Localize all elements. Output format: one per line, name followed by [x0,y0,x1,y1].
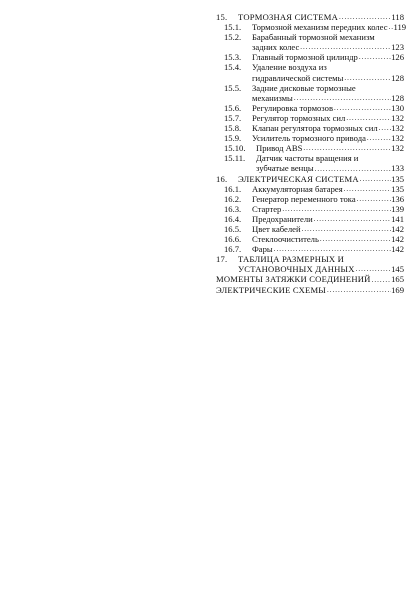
dot-leader [313,214,391,224]
toc-entry-label: механизмы [252,92,293,103]
toc-entry-title [224,234,319,244]
toc-entry-16-7[interactable] [212,244,404,254]
toc-entry-15-5[interactable] [212,83,404,103]
dot-leader [338,12,391,22]
toc-entry-label: Регулятор тормозных сил [252,112,346,123]
toc-entry-title [224,83,356,93]
toc-entry-line [212,73,404,83]
toc-entry-page: 139 [391,203,404,214]
toc-entry-16-4[interactable] [212,214,404,224]
toc-entry-title [224,163,314,173]
toc-entry-15-8[interactable] [212,123,404,133]
toc-entry-page: 142 [391,234,404,245]
dot-leader [366,133,391,143]
toc-entry-number: 15.1. [224,22,242,33]
toc-entry-number: 15. [216,12,228,22]
toc-entry-label: Тормозной механизм передних колес [252,22,388,33]
toc-entry-title [224,184,343,194]
dot-leader [345,113,391,123]
toc-entry-label: Аккумуляторная батарея [252,183,343,194]
toc-entry-page: 128 [391,92,404,103]
toc-entry-title [224,22,388,32]
toc-entry-page: 130 [391,102,404,113]
toc-entry-label: ТОРМОЗНАЯ СИСТЕМА [238,12,338,22]
toc-entry-15-2[interactable] [212,32,404,52]
toc-entry-number: 16.3. [224,203,242,214]
toc-entry-16-2[interactable] [212,194,404,204]
toc-entry-15-6[interactable] [212,103,404,113]
toc-entry-label: Задние дисковые тормозные [252,82,356,93]
toc-entry-16-6[interactable] [212,234,404,244]
dot-leader [359,174,391,184]
toc-entry-number: 16.6. [224,234,242,245]
toc-entry-label: Удаление воздуха из [252,62,327,73]
toc-entry-page: 135 [391,173,404,184]
toc-entry-page: 141 [391,213,404,224]
dot-leader [273,244,391,254]
toc-entry-title [216,254,344,264]
table-of-contents [212,12,407,295]
toc-entry-title [224,214,313,224]
toc-entry-label: Главный тормозной цилиндр [252,52,358,63]
dot-leader [302,143,391,153]
toc-entry-page: 132 [391,133,404,144]
toc-entry-title [224,113,345,123]
toc-entry-label: Генератор переменного тока [252,193,356,204]
toc-entry-label: МОМЕНТЫ ЗАТЯЖКИ СОЕДИНЕНИЙ [216,274,371,285]
toc-entry-line [212,153,404,163]
toc-entry-page: 123 [391,42,404,53]
toc-entry-schemes[interactable] [212,285,404,295]
dot-leader [326,285,391,295]
toc-entry-line [212,62,404,72]
toc-entry-title [224,143,302,153]
toc-entry-line [212,264,404,274]
toc-entry-title [216,174,359,184]
toc-entry-line [212,163,404,173]
toc-entry-title [224,244,273,254]
toc-entry-number: 15.3. [224,52,242,63]
toc-entry-16[interactable] [212,174,404,184]
toc-entry-title [224,42,299,52]
toc-entry-15-1[interactable] [212,22,407,33]
toc-entry-page: 136 [391,193,404,204]
toc-entry-title [224,62,327,72]
toc-entry-number: 16.2. [224,193,242,204]
toc-entry-page: 142 [391,223,404,234]
toc-entry-title [216,264,355,274]
toc-entry-line [212,93,404,103]
toc-entry-title [224,52,358,62]
toc-entry-label: Барабанный тормозной механизм [252,32,375,43]
toc-entry-title [224,153,358,163]
dot-leader [378,123,391,133]
dot-leader [293,93,391,103]
toc-entry-line [212,83,404,93]
toc-entry-title [224,103,333,113]
dot-leader [358,52,391,62]
toc-entry-title [224,194,356,204]
toc-entry-number: 17. [216,254,228,265]
dot-leader [314,164,391,174]
toc-entry-number: 15.7. [224,112,242,123]
toc-entry-label: Предохранители [252,213,313,224]
toc-entry-page: 169 [391,284,404,295]
toc-entry-number: 15.2. [224,32,242,43]
toc-entry-15-4[interactable] [212,62,404,82]
toc-entry-15-3[interactable] [212,52,404,62]
toc-entry-page: 133 [391,163,404,174]
toc-entry-page: 142 [391,244,404,255]
toc-entry-15-11[interactable] [212,153,404,173]
toc-entry-17[interactable] [212,254,404,274]
toc-entry-15-9[interactable] [212,133,404,143]
dot-leader [343,73,391,83]
toc-entry-page: 132 [391,143,404,154]
toc-entry-15-7[interactable] [212,113,404,123]
toc-entry-number: 15.6. [224,102,242,113]
toc-entry-number: 16.5. [224,223,242,234]
toc-entry-label: Регулировка тормозов [252,102,334,113]
toc-entry-number: 15.10. [224,143,246,154]
dot-leader [319,234,391,244]
toc-entry-title [224,224,301,234]
toc-entry-number: 15.4. [224,62,242,73]
toc-entry-page: 126 [391,52,404,63]
dot-leader [299,42,391,52]
toc-entry-15[interactable] [212,12,404,22]
toc-entry-page: 132 [391,123,404,134]
toc-entry-label: зубчатые венцы [256,163,314,174]
toc-entry-label: ЭЛЕКТРИЧЕСКИЕ СХЕМЫ [216,284,326,295]
toc-entry-label: задних колес [252,42,300,53]
toc-entry-number: 16. [216,173,228,184]
toc-entry-title [224,73,343,83]
toc-entry-label: гидравлической системы [252,72,344,83]
toc-entry-line [212,42,404,52]
toc-entry-page: 165 [391,274,404,285]
toc-entry-title [224,133,366,143]
toc-entry-label: УСТАНОВОЧНЫХ ДАННЫХ [238,264,355,275]
toc-entry-title [224,123,378,133]
toc-entry-15-10[interactable] [212,143,404,153]
toc-entry-page: 135 [391,183,404,194]
toc-entry-16-5[interactable] [212,224,404,234]
toc-entry-label: ЭЛЕКТРИЧЕСКАЯ СИСТЕМА [238,173,359,184]
toc-entry-16-3[interactable] [212,204,404,214]
toc-entry-label: Стеклоочиститель [252,234,319,245]
toc-entry-label: Клапан регулятора тормозных сил [252,123,378,134]
toc-entry-number: 15.5. [224,82,242,93]
toc-entry-number: 16.1. [224,183,242,194]
toc-entry-label: Усилитель тормозного привода [252,133,366,144]
toc-entry-page: 132 [391,112,404,123]
toc-entry-label: Привод ABS [256,143,303,154]
toc-entry-page: 118 [391,12,404,22]
toc-entry-label: Цвет кабелей [252,223,301,234]
toc-entry-page: 128 [391,72,404,83]
toc-entry-line [212,32,404,42]
dot-leader [301,224,392,234]
toc-entry-number: 16.7. [224,244,242,255]
toc-entry-label: Датчик частоты вращения и [256,153,359,164]
dot-leader [281,204,391,214]
dot-leader [333,103,391,113]
dot-leader [371,275,392,285]
toc-entry-title [224,93,293,103]
toc-entry-torque[interactable] [212,274,404,284]
toc-entry-number: 15.9. [224,133,242,144]
toc-entry-line [212,254,404,264]
toc-entry-title [224,204,281,214]
toc-entry-16-1[interactable] [212,184,404,194]
toc-entry-page: 145 [391,264,404,275]
toc-entry-number: 15.8. [224,123,242,134]
dot-leader [355,264,392,274]
toc-entry-label: Фары [252,244,273,255]
toc-entry-title [216,12,338,22]
dot-leader [343,184,391,194]
toc-entry-number: 15.11. [224,153,246,164]
toc-entry-page: 119 [393,22,407,33]
toc-entry-label: ТАБЛИЦА РАЗМЕРНЫХ И [238,254,345,265]
toc-entry-label: Стартер [252,203,282,214]
dot-leader [356,194,391,204]
toc-entry-number: 16.4. [224,213,242,224]
toc-entry-title [224,32,375,42]
